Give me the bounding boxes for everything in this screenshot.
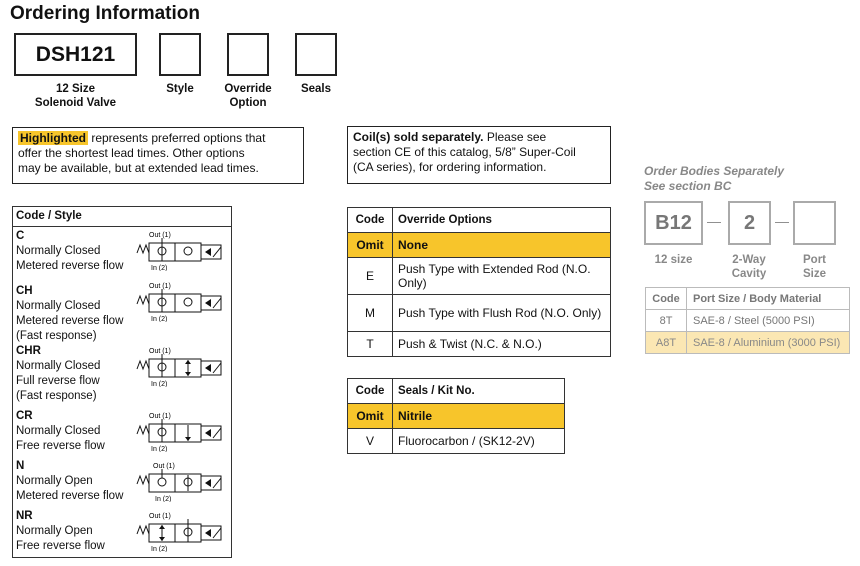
port-in-label: In (2): [151, 446, 168, 452]
valve-symbol-chr-icon: [135, 345, 231, 387]
column-header-port-size: Port Size / Body Material: [687, 288, 850, 310]
style-item-chr[interactable]: [16, 344, 100, 404]
override-label-line-2: Option: [229, 97, 267, 109]
coil-note-bold: Coil(s) sold separately.: [353, 130, 484, 144]
row-code: 8T: [646, 310, 687, 332]
style-line: Normally Closed: [16, 245, 101, 257]
seals-box[interactable]: [295, 33, 337, 76]
port-out-label: Out (1): [149, 232, 171, 239]
row-desc: SAE-8 / Aluminium (3000 PSI): [687, 332, 850, 354]
row-code: T: [348, 332, 393, 357]
label-12-size: 12 size: [654, 254, 693, 266]
body-code-box: [644, 201, 703, 245]
style-line: Metered reverse flow: [16, 260, 124, 272]
highlight-note-line-3: may be available, but at extended lead times.: [18, 161, 259, 175]
table-row[interactable]: [646, 310, 850, 332]
label-port-line-1: Port: [803, 254, 826, 266]
table-row[interactable]: [348, 258, 611, 295]
label-port-line-2: Size: [802, 268, 826, 280]
style-label: [150, 82, 210, 96]
override-label-line-1: Override: [224, 83, 272, 95]
table-header-row: [348, 208, 611, 233]
style-code: C: [16, 230, 25, 242]
style-item-cr[interactable]: [16, 409, 105, 454]
style-line: Free reverse flow: [16, 440, 105, 452]
style-line: Normally Closed: [16, 360, 101, 372]
row-code: M: [348, 295, 393, 332]
style-line: (Fast response): [16, 330, 97, 342]
table-row[interactable]: [348, 404, 565, 429]
port-out-label: Out (1): [149, 348, 171, 355]
column-header-seals: Seals / Kit No.: [393, 379, 565, 404]
row-desc: None: [393, 233, 611, 258]
port-size-table: [645, 287, 850, 354]
style-code: N: [16, 460, 25, 472]
row-desc: Fluorocarbon / (SK12-2V): [393, 429, 565, 454]
row-desc: Push & Twist (N.C. & N.O.): [393, 332, 611, 357]
cavity-box: [728, 201, 771, 245]
override-options-table: [347, 207, 611, 357]
table-header-row: [348, 379, 565, 404]
seals-label: [286, 82, 346, 96]
coil-note-line-2: section CE of this catalog, 5/8” Super-Coil: [353, 145, 576, 159]
table-row[interactable]: [646, 332, 850, 354]
style-item-nr[interactable]: [16, 509, 105, 554]
dash-separator: —: [775, 213, 789, 229]
column-header-code: Code: [348, 379, 393, 404]
model-code: DSH121: [35, 42, 116, 66]
dash-separator: —: [707, 213, 721, 229]
override-box[interactable]: [227, 33, 269, 76]
style-line: Metered reverse flow: [16, 315, 124, 327]
style-code: CR: [16, 410, 33, 422]
style-code: NR: [16, 510, 33, 522]
port-in-label: In (2): [151, 316, 168, 322]
style-line: Metered reverse flow: [16, 490, 124, 502]
row-code: A8T: [646, 332, 687, 354]
port-out-label: Out (1): [153, 463, 175, 470]
port-out-label: Out (1): [149, 283, 171, 290]
valve-symbol-nr-icon: [135, 510, 231, 552]
valve-symbol-n-icon: [135, 460, 231, 502]
valve-symbol-c-icon: [135, 229, 231, 271]
model-code-box: [14, 33, 137, 76]
port-out-label: Out (1): [149, 513, 171, 520]
port-in-label: In (2): [151, 381, 168, 387]
column-header-code: Code: [646, 288, 687, 310]
row-desc: Push Type with Flush Rod (N.O. Only): [393, 295, 611, 332]
style-line: Full reverse flow: [16, 375, 100, 387]
coil-note-line-3: (CA series), for ordering information.: [353, 160, 547, 174]
model-label: [14, 82, 137, 110]
model-label-line-2: Solenoid Valve: [34, 97, 117, 109]
table-header-row: [646, 288, 850, 310]
bodies-note-line-2: See section BC: [644, 179, 732, 193]
bodies-note-line-1: Order Bodies Separately: [644, 164, 785, 178]
table-row[interactable]: [348, 295, 611, 332]
style-label-text: Style: [166, 83, 194, 95]
port-in-label: In (2): [151, 265, 168, 271]
valve-symbol-cr-icon: [135, 410, 231, 452]
column-header-code: Code: [348, 208, 393, 233]
highlight-note: [12, 127, 304, 184]
model-label-line-1: 12 Size: [56, 83, 95, 95]
row-code: Omit: [348, 404, 393, 429]
code-style-panel: [12, 206, 232, 558]
row-desc: Nitrile: [393, 404, 565, 429]
page-title: Ordering Information: [10, 3, 200, 24]
style-item-n[interactable]: [16, 459, 123, 504]
valve-symbol-ch-icon: [135, 280, 231, 322]
style-line: (Fast response): [16, 390, 97, 402]
coil-note-line-1: Please see: [483, 130, 547, 144]
highlight-note-line-1: represents preferred options that: [88, 131, 266, 145]
bodies-note: [644, 164, 784, 194]
port-in-label: In (2): [151, 546, 168, 552]
row-desc: SAE-8 / Steel (5000 PSI): [687, 310, 850, 332]
style-code: CHR: [16, 345, 41, 357]
row-code: V: [348, 429, 393, 454]
seals-label-text: Seals: [300, 83, 332, 95]
label-cavity: [720, 253, 778, 281]
row-desc: Push Type with Extended Rod (N.O. Only): [393, 258, 611, 295]
style-line: Normally Open: [16, 525, 93, 537]
column-header-override: Override Options: [393, 208, 611, 233]
body-code: B12: [655, 211, 692, 234]
style-line: Normally Open: [16, 475, 93, 487]
style-line: Normally Closed: [16, 300, 101, 312]
style-line: Free reverse flow: [16, 540, 105, 552]
row-code: E: [348, 258, 393, 295]
code-style-header: Code / Style: [13, 207, 231, 227]
cavity-code: 2: [743, 211, 756, 234]
style-box[interactable]: [159, 33, 201, 76]
style-item-c[interactable]: [16, 229, 123, 274]
highlight-note-line-2: offer the shortest lead times. Other options: [18, 146, 245, 160]
style-item-ch[interactable]: [16, 284, 123, 344]
highlight-word: Highlighted: [20, 131, 86, 145]
table-row[interactable]: [348, 332, 611, 357]
port-out-label: Out (1): [149, 413, 171, 420]
label-port-size: [793, 253, 836, 281]
table-row[interactable]: [348, 233, 611, 258]
port-size-box[interactable]: [793, 201, 836, 245]
port-in-label: In (2): [155, 496, 172, 502]
coil-note: [347, 126, 611, 184]
seals-table: [347, 378, 565, 454]
override-label: [218, 82, 278, 110]
label-cavity-line-2: Cavity: [731, 268, 767, 280]
label-cavity-line-1: 2-Way: [732, 254, 766, 266]
style-line: Normally Closed: [16, 425, 101, 437]
style-code: CH: [16, 285, 33, 297]
table-row[interactable]: [348, 429, 565, 454]
row-code: Omit: [348, 233, 393, 258]
